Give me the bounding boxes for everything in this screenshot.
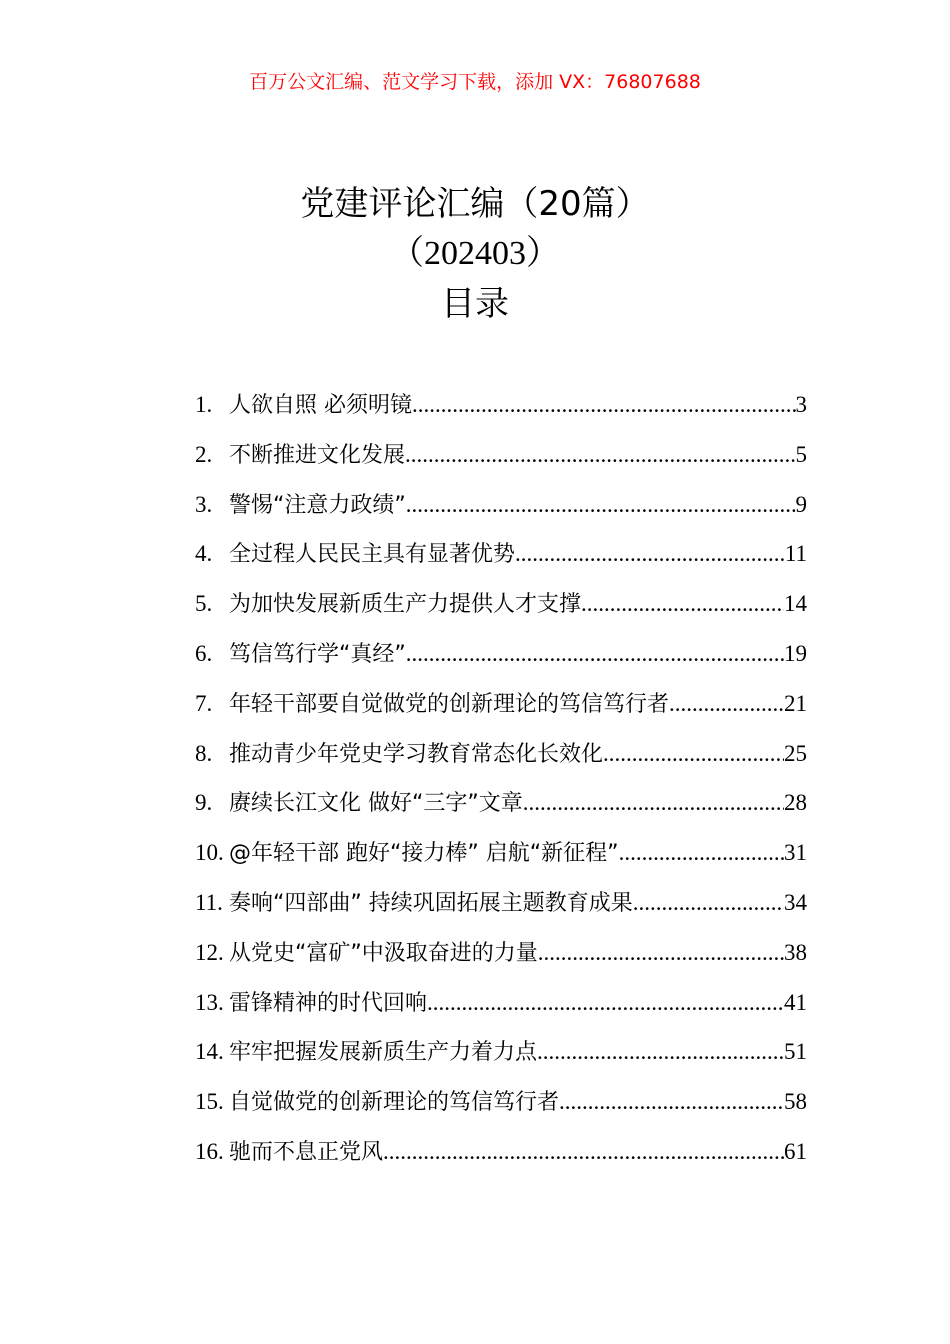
toc-entry-page: 3 bbox=[795, 392, 807, 417]
toc-entry-page: 41 bbox=[784, 989, 807, 1015]
toc-entry-page: 51 bbox=[784, 1039, 807, 1065]
toc-entry-page: 14 bbox=[784, 591, 807, 617]
toc-entry-14[interactable] bbox=[195, 1027, 807, 1077]
toc-entry-page: 34 bbox=[784, 889, 807, 915]
document-date: （202403） bbox=[390, 235, 560, 272]
toc-entry-page: 9 bbox=[795, 491, 807, 517]
toc-entry-15[interactable] bbox=[195, 1077, 807, 1127]
toc-dot-leader bbox=[538, 928, 784, 978]
toc-entry-number: 1. bbox=[195, 392, 213, 417]
toc-dot-leader bbox=[581, 579, 784, 629]
toc-entry-page: 28 bbox=[784, 790, 807, 816]
toc-entry-title: 全过程人民民主具有显著优势 bbox=[229, 542, 516, 568]
toc-entry-16[interactable] bbox=[195, 1127, 807, 1177]
toc-dot-leader bbox=[405, 430, 795, 480]
table-of-contents bbox=[195, 380, 807, 1177]
toc-entry-number: 6. bbox=[195, 640, 213, 666]
toc-entry-number: 9. bbox=[195, 790, 213, 816]
toc-entry-11[interactable] bbox=[195, 878, 807, 928]
toc-dot-leader bbox=[406, 629, 784, 679]
toc-entry-title: 推动青少年党史学习教育常态化长效化 bbox=[229, 741, 604, 767]
toc-entry-page: 5 bbox=[795, 441, 807, 467]
toc-dot-leader bbox=[406, 480, 796, 530]
document-title: 党建评论汇编（20篇） bbox=[300, 184, 650, 224]
toc-dot-leader bbox=[619, 828, 784, 878]
toc-dot-leader bbox=[633, 878, 784, 928]
toc-entry-page: 21 bbox=[784, 690, 807, 716]
toc-entry-12[interactable] bbox=[195, 928, 807, 978]
toc-entry-number: 4. bbox=[195, 541, 213, 567]
toc-entry-number: 15. bbox=[195, 1089, 224, 1115]
toc-dot-leader bbox=[603, 729, 784, 779]
toc-dot-leader bbox=[515, 529, 785, 579]
toc-entry-page: 11 bbox=[784, 541, 807, 567]
toc-entry-page: 19 bbox=[784, 640, 807, 666]
toc-entry-number: 16. bbox=[195, 1138, 224, 1164]
toc-entry-13[interactable] bbox=[195, 978, 807, 1028]
toc-entry-title: 奏响“四部曲” 持续巩固拓展主题教育成果 bbox=[229, 890, 633, 916]
toc-entry-1[interactable] bbox=[195, 380, 807, 430]
toc-entry-page: 25 bbox=[784, 740, 807, 766]
toc-entry-number: 11. bbox=[195, 889, 223, 915]
toc-entry-title: 年轻干部要自觉做党的创新理论的笃信笃行者 bbox=[229, 691, 670, 717]
toc-entry-page: 31 bbox=[784, 840, 807, 866]
toc-entry-title: 从党史“富矿”中汲取奋进的力量 bbox=[229, 940, 538, 966]
toc-entry-number: 3. bbox=[195, 491, 213, 517]
toc-entry-title: 人欲自照 必须明镜 bbox=[229, 393, 412, 418]
toc-entry-page: 58 bbox=[784, 1089, 807, 1115]
toc-entry-title: @年轻干部 跑好“接力棒” 启航“新征程” bbox=[229, 841, 619, 867]
toc-entry-title: 不断推进文化发展 bbox=[229, 442, 406, 468]
toc-entry-title: 警惕“注意力政绩” bbox=[229, 492, 406, 518]
toc-entry-10[interactable] bbox=[195, 828, 807, 878]
toc-dot-leader bbox=[412, 380, 796, 430]
toc-heading: 目录 bbox=[441, 284, 509, 324]
toc-entry-5[interactable] bbox=[195, 579, 807, 629]
toc-entry-2[interactable] bbox=[195, 430, 807, 480]
toc-entry-4[interactable] bbox=[195, 529, 807, 579]
toc-dot-leader bbox=[559, 1077, 784, 1127]
toc-dot-leader bbox=[427, 978, 784, 1028]
toc-entry-title: 自觉做党的创新理论的笃信笃行者 bbox=[229, 1090, 560, 1116]
toc-entry-number: 2. bbox=[195, 441, 213, 467]
toc-entry-title: 驰而不息正党风 bbox=[229, 1139, 384, 1165]
toc-entry-number: 14. bbox=[195, 1039, 224, 1065]
toc-entry-7[interactable] bbox=[195, 679, 807, 729]
toc-entry-number: 5. bbox=[195, 591, 213, 617]
toc-entry-9[interactable] bbox=[195, 778, 807, 828]
toc-entry-number: 10. bbox=[195, 840, 224, 866]
toc-dot-leader bbox=[383, 1127, 784, 1177]
toc-entry-title: 牢牢把握发展新质生产力着力点 bbox=[229, 1040, 538, 1066]
toc-entry-6[interactable] bbox=[195, 629, 807, 679]
toc-dot-leader bbox=[537, 1027, 784, 1077]
toc-dot-leader bbox=[523, 778, 784, 828]
toc-entry-title: 笃信笃行学“真经” bbox=[229, 641, 406, 667]
toc-entry-title: 赓续长江文化 做好“三字”文章 bbox=[229, 791, 523, 817]
toc-entry-number: 8. bbox=[195, 740, 213, 766]
toc-entry-number: 7. bbox=[195, 690, 213, 716]
toc-entry-number: 13. bbox=[195, 989, 224, 1015]
header-note: 百万公文汇编、范文学习下载，添加 VX：76807688 bbox=[249, 71, 701, 93]
toc-entry-title: 雷锋精神的时代回响 bbox=[229, 990, 428, 1016]
toc-entry-page: 38 bbox=[784, 939, 807, 965]
toc-entry-number: 12. bbox=[195, 939, 224, 965]
toc-entry-8[interactable] bbox=[195, 729, 807, 779]
toc-entry-title: 为加快发展新质生产力提供人才支撑 bbox=[229, 592, 582, 618]
toc-dot-leader bbox=[669, 679, 784, 729]
toc-entry-page: 61 bbox=[784, 1138, 807, 1164]
toc-entry-3[interactable] bbox=[195, 480, 807, 530]
